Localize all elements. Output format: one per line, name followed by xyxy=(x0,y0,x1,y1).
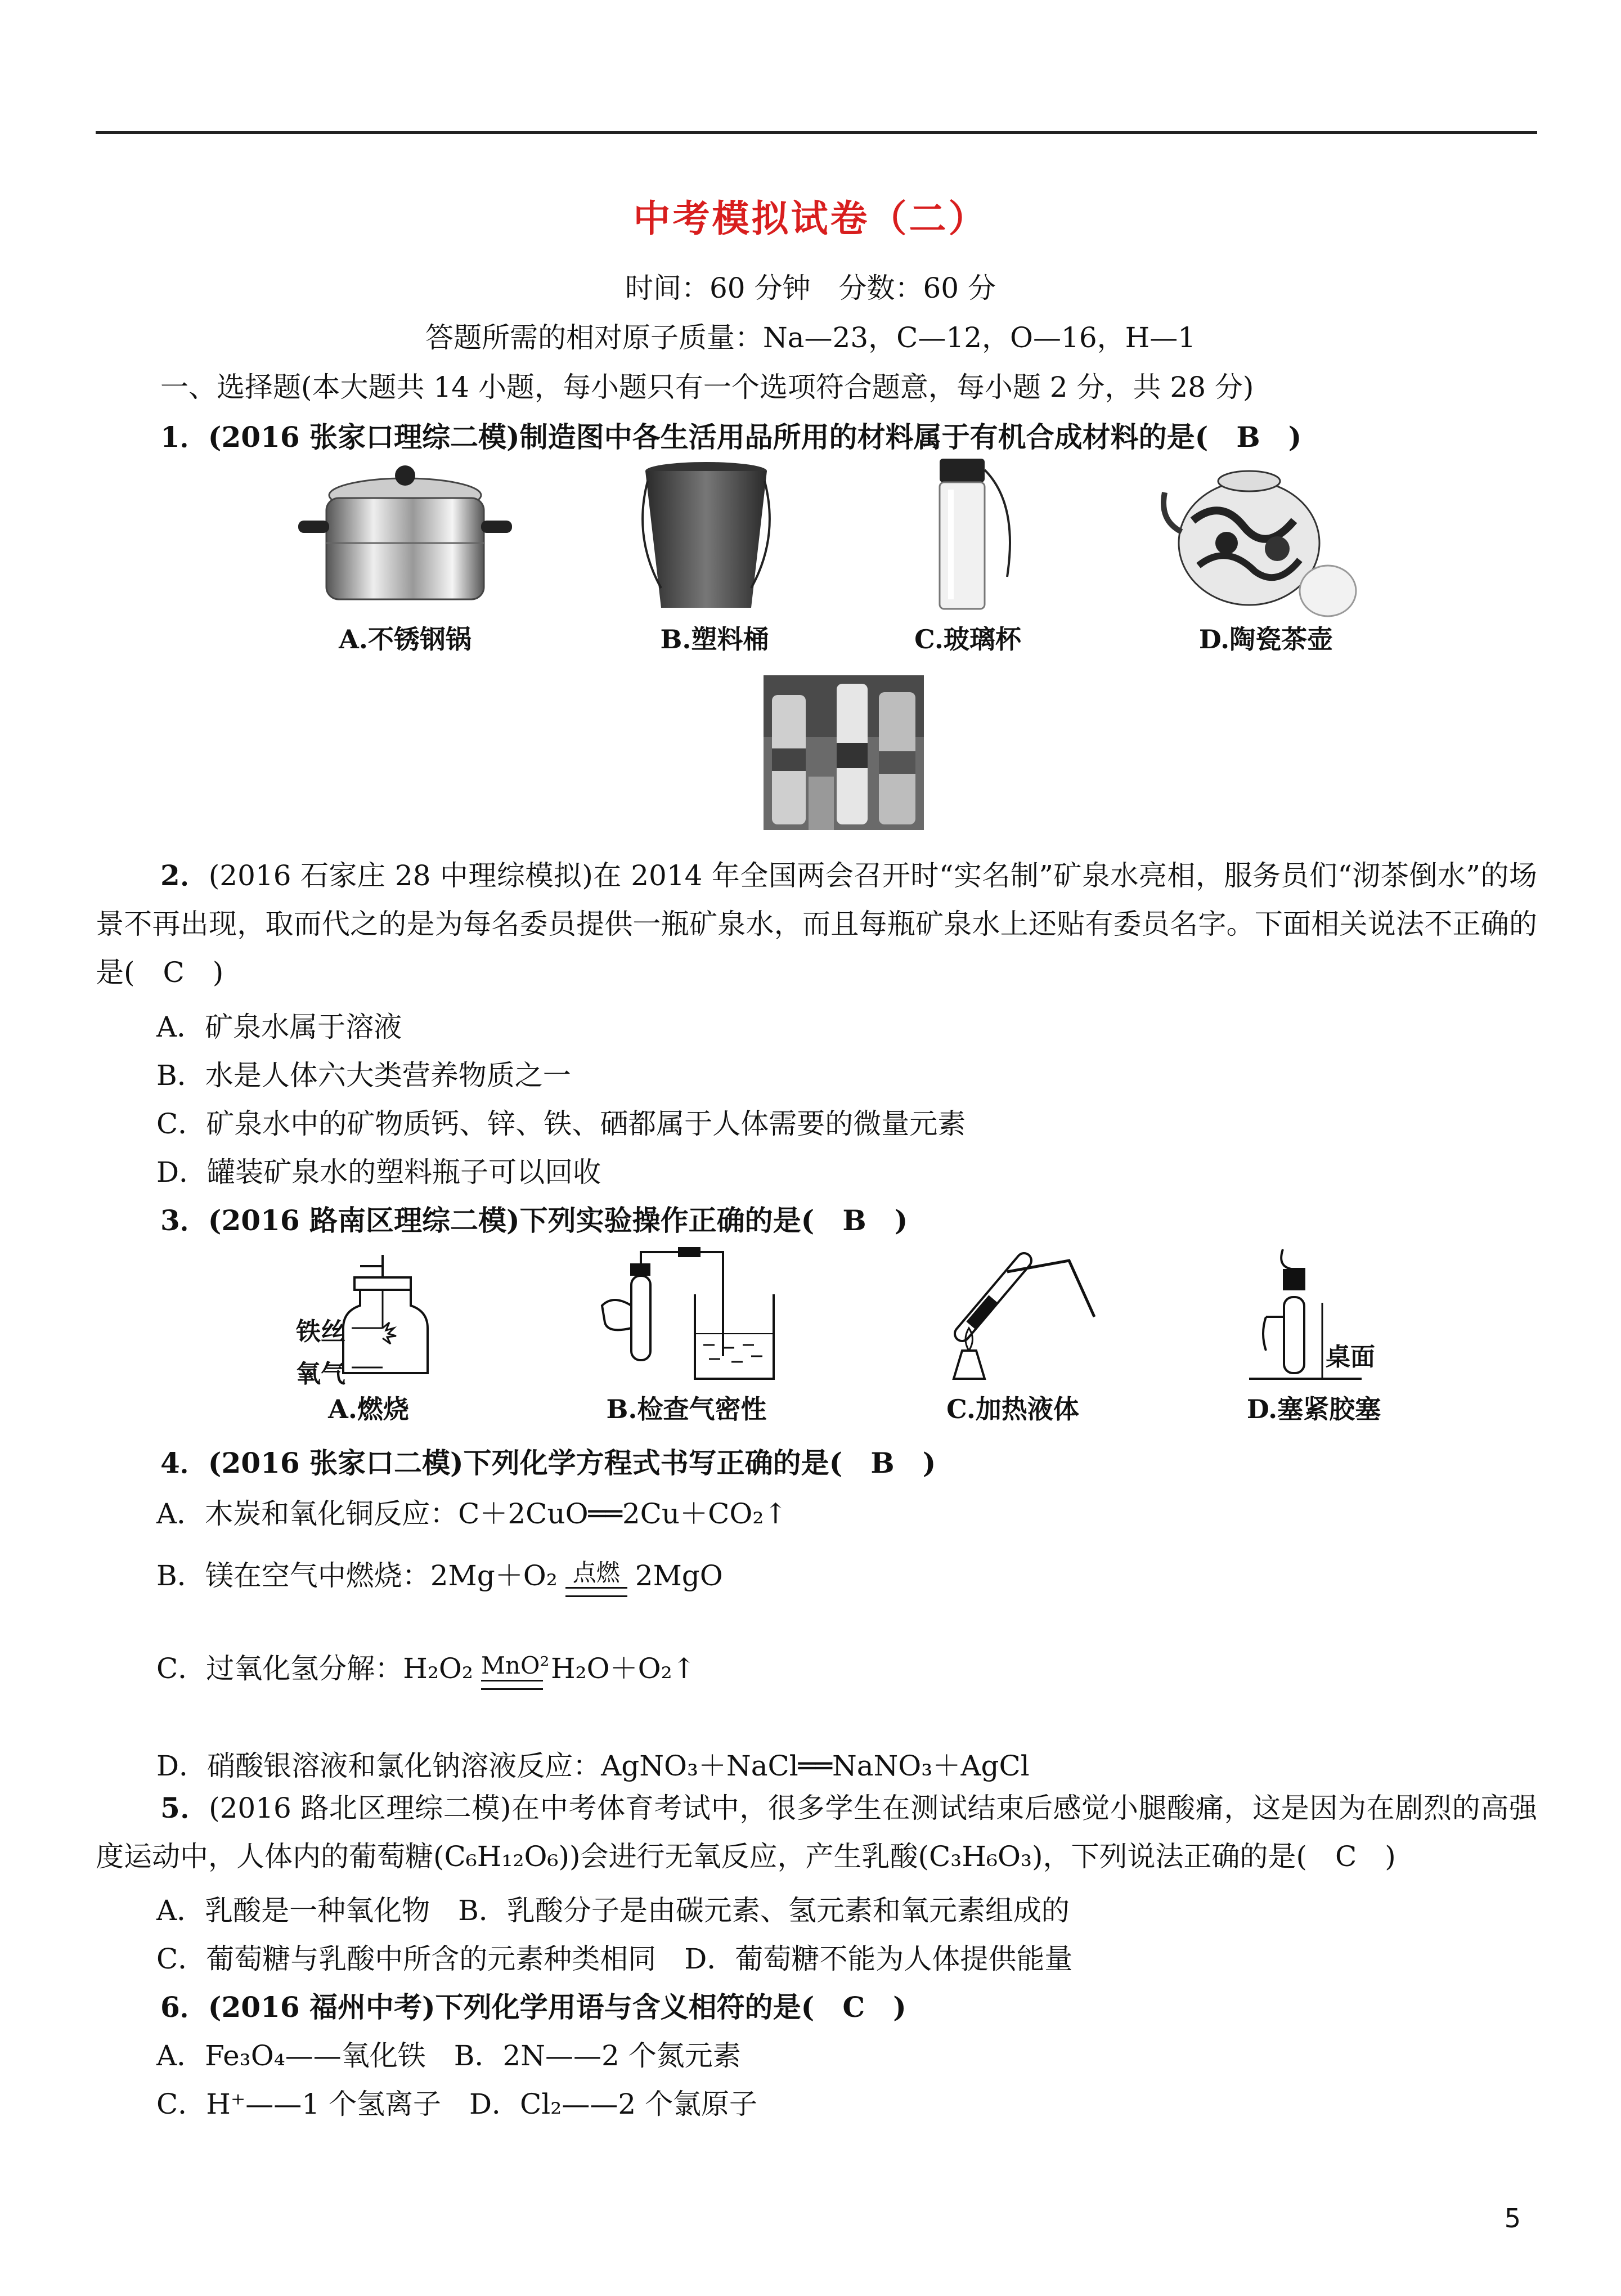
section-heading: 一、选择题(本大题共 14 小题，每小题只有一个选项符合题意，每小题 2 分，共 28 分) xyxy=(160,371,1254,403)
equation-right: H₂O＋O₂↑ xyxy=(550,1652,696,1685)
ceramic-teapot-icon xyxy=(1159,459,1362,616)
q4-option-c xyxy=(156,1646,696,1690)
label-iron-wire: 铁丝 xyxy=(296,1317,345,1346)
question-4 xyxy=(160,1441,936,1481)
stainless-pot-icon xyxy=(293,459,518,616)
label-tabletop: 桌面 xyxy=(1326,1343,1375,1371)
q2-option-b: B．水是人体六大类营养物质之一 xyxy=(156,1059,571,1092)
question-stem: (2016 路北区理综二模)在中考体育考试中，很多学生在测试结束后感觉小腿酸痛，这是因为在剧烈的高强度运动中，人体内的葡萄糖(C₆H₁₂O₆))会进行无氧反应，产生乳酸(C₃H₆O₃)，下列说法正确的是( C ) xyxy=(96,1792,1538,1873)
question-stem: (2016 石家庄 28 中理综模拟)在 2014 年全国两会召开时“实名制”矿泉水亮相，服务员们“沏茶倒水”的场景不再出现，取而代之的是为每名委员提供一瓶矿泉水，而且每瓶矿泉水上还贴有委员名字。下面相关说法不正确的是( C ) xyxy=(96,859,1538,989)
water-bottles-photo-icon xyxy=(764,675,924,830)
question-number: 6． xyxy=(160,1990,208,2024)
question-stem: (2016 福州中考)下列化学用语与含义相符的是( C ) xyxy=(208,1990,906,2024)
plastic-bucket-icon xyxy=(639,459,774,616)
question-5 xyxy=(96,1784,1537,1881)
equation-right: 2MgO xyxy=(635,1559,723,1592)
question-stem: (2016 张家口二模)下列化学方程式书写正确的是( B ) xyxy=(208,1446,936,1479)
label-leader-lines xyxy=(352,1325,385,1370)
q3-caption-d: D.塞紧胶塞 xyxy=(1246,1394,1381,1424)
q1-caption-c: C.玻璃杯 xyxy=(914,624,1021,654)
airtightness-apparatus-icon xyxy=(596,1244,782,1384)
heating-liquid-apparatus-icon xyxy=(945,1249,1114,1384)
q1-caption-b: B.塑料桶 xyxy=(660,624,769,654)
question-1 xyxy=(160,415,1301,455)
q4-option-d: D．硝酸银溶液和氯化钠溶液反应：AgNO₃＋NaCl══NaNO₃＋AgCl xyxy=(156,1750,1030,1782)
question-number: 2． xyxy=(160,859,209,892)
q5-options-ab: A．乳酸是一种氧化物 B．乳酸分子是由碳元素、氢元素和氧元素组成的 xyxy=(156,1894,1070,1927)
reaction-condition: 点燃 xyxy=(565,1559,627,1597)
exam-info: 时间：60 分钟 分数：60 分 xyxy=(625,272,996,304)
q3-caption-c: C.加热液体 xyxy=(946,1394,1079,1424)
question-6 xyxy=(160,1985,906,2025)
page-number: 5 xyxy=(1504,2203,1521,2234)
question-2 xyxy=(96,851,1537,997)
q2-option-c: C．矿泉水中的矿物质钙、锌、铁、硒都属于人体需要的微量元素 xyxy=(156,1107,966,1140)
glass-cup-icon xyxy=(923,459,1035,616)
header-rule xyxy=(96,131,1537,134)
page-title: 中考模拟试卷（二） xyxy=(633,196,988,240)
q4-option-a: A．木炭和氧化铜反应：C＋2CuO══2Cu＋CO₂↑ xyxy=(156,1497,788,1530)
question-3 xyxy=(160,1198,908,1239)
q6-options-cd: C．H⁺——1 个氢离子 D．Cl₂——2 个氯原子 xyxy=(156,2088,758,2120)
q1-caption-a: A.不锈钢锅 xyxy=(339,624,472,654)
q2-option-a: A．矿泉水属于溶液 xyxy=(156,1011,402,1043)
q3-caption-b: B.检查气密性 xyxy=(606,1394,767,1424)
q3-caption-a: A.燃烧 xyxy=(328,1394,409,1424)
question-number: 1． xyxy=(160,420,208,454)
equation-left: B．镁在空气中燃烧：2Mg＋O₂ xyxy=(156,1559,558,1592)
q6-options-ab: A．Fe₃O₄——氧化铁 B．2N——2 个氮元素 xyxy=(156,2039,741,2072)
question-stem: (2016 张家口理综二模)制造图中各生活用品所用的材料属于有机合成材料的是( B ) xyxy=(208,420,1302,454)
question-number: 5． xyxy=(160,1791,209,1824)
label-oxygen: 氧气 xyxy=(296,1360,345,1388)
question-stem: (2016 路南区理综二模)下列实验操作正确的是( B ) xyxy=(208,1204,908,1237)
q5-options-cd: C．葡萄糖与乳酸中所含的元素种类相同 D．葡萄糖不能为人体提供能量 xyxy=(156,1943,1073,1975)
q2-option-d: D．罐装矿泉水的塑料瓶子可以回收 xyxy=(156,1156,601,1189)
question-number: 4． xyxy=(160,1446,208,1479)
reaction-condition: MnO² xyxy=(481,1652,543,1690)
atomic-mass-note: 答题所需的相对原子质量：Na—23，C—12，O—16，H—1 xyxy=(425,321,1196,354)
q1-caption-d: D.陶瓷茶壶 xyxy=(1198,624,1333,654)
equation-left: C．过氧化氢分解：H₂O₂ xyxy=(156,1652,473,1685)
q4-option-b xyxy=(156,1553,723,1597)
question-number: 3． xyxy=(160,1204,208,1237)
